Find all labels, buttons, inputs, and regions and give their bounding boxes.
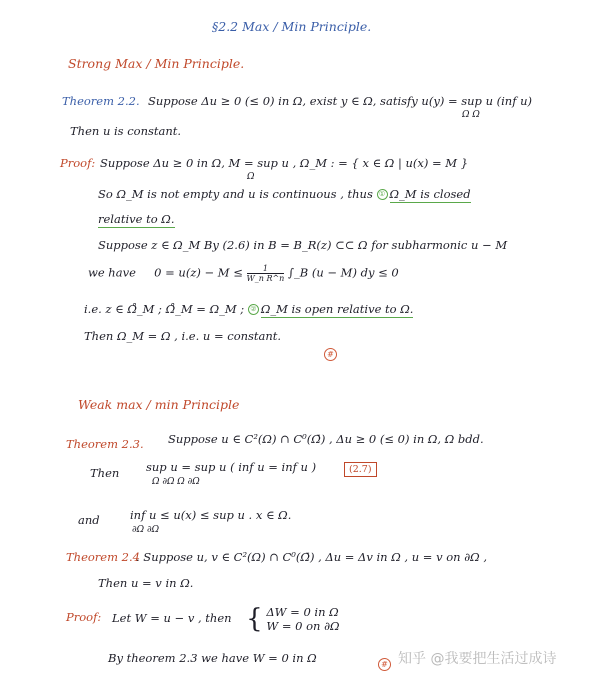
- end-proof-stamp-1: #: [324, 348, 337, 361]
- proof-label-weak: Proof:: [66, 610, 102, 624]
- fraction-bottom: W_n R^n: [246, 274, 285, 283]
- proof-line-2: [98, 187, 471, 201]
- system-equations: [266, 605, 339, 633]
- theorem-2-2-sub: Ω Ω: [462, 110, 480, 120]
- strong-heading: Strong Max / Min Principle.: [68, 56, 245, 71]
- relative-to-omega: relative to Ω.: [98, 212, 175, 226]
- inequality-2-7-sub: ∂Ω ∂Ω: [132, 525, 160, 535]
- let-w-statement: Let W = u − v , then: [112, 611, 232, 625]
- fraction-top: 1: [247, 264, 285, 274]
- then-label: Then: [90, 466, 120, 480]
- we-have-label: we have: [88, 265, 136, 280]
- theorem-2-2-text: Suppose Δu ≥ 0 (≤ 0) in Ω, exist y ∈ Ω, satisfy u(y) = sup u (inf u): [148, 94, 533, 108]
- inequality-2-7: inf u ≤ u(x) ≤ sup u . x ∈ Ω.: [130, 508, 292, 522]
- proof-line-2-text: So Ω_M is not empty and u is continuous , thus: [98, 187, 373, 201]
- system-brace: {: [246, 604, 263, 634]
- equation-tag: [344, 461, 377, 477]
- proof-line-7: Then Ω_M = Ω , i.e. u = constant.: [84, 329, 282, 343]
- end-proof-stamp-2: #: [378, 658, 391, 671]
- equation-2-7: sup u = sup u ( inf u = inf u ): [146, 460, 317, 474]
- theorem-2-3-label: Theorem 2.3.: [66, 437, 144, 451]
- page-title: §2.2 Max / Min Principle.: [212, 19, 372, 34]
- proof-line-5: [88, 264, 399, 283]
- proof-line-1: Suppose Δu ≥ 0 in Ω, M = sup u , Ω_M : = { x ∈ Ω | u(x) = M }: [100, 156, 469, 170]
- proof-line-4: Suppose z ∈ Ω_M By (2.6) in B = B_R(z) ⊂⊂ Ω for subharmonic u − M: [98, 238, 508, 252]
- inequality-lhs: 0 = u(z) − M ≤: [154, 265, 243, 280]
- and-label: and: [78, 513, 100, 527]
- fraction: [247, 264, 285, 283]
- proof-line-1-sub: Ω: [247, 172, 255, 182]
- equation-2-7-sub: Ω ∂Ω Ω ∂Ω: [152, 477, 200, 487]
- circle-one-mark: ①: [377, 189, 388, 200]
- integral-term: ∫_B (u − M) dy ≤ 0: [287, 265, 399, 280]
- theorem-2-2-label: Theorem 2.2.: [62, 94, 140, 108]
- interior-statement: i.e. z ∈ Ω̊_M ; Ω̊_M = Ω_M ;: [84, 302, 245, 316]
- theorem-2-4-conclusion: Then u = v in Ω.: [98, 576, 194, 590]
- weak-heading: Weak max / min Principle: [78, 397, 240, 412]
- equation-tag-box: (2.7): [344, 462, 377, 477]
- final-line: By theorem 2.3 we have W = 0 in Ω: [108, 651, 317, 665]
- proof-weak-text: [112, 605, 340, 633]
- proof-label-strong: Proof:: [60, 156, 96, 170]
- theorem-2-3-text: Suppose u ∈ C²(Ω) ∩ C⁰(Ω̄) , Δu ≥ 0 (≤ 0) in Ω, Ω bdd.: [168, 432, 484, 446]
- watermark: 知乎 @我要把生活过成诗: [398, 651, 557, 667]
- closed-claim: Ω_M is closed: [389, 187, 471, 201]
- circle-two-mark: ②: [248, 304, 259, 315]
- theorem-2-4-text: . Suppose u, v ∈ C²(Ω) ∩ C⁰(Ω̄) , Δu = Δv in Ω , u = v on ∂Ω ,: [136, 550, 488, 564]
- open-claim: Ω_M is open relative to Ω.: [260, 302, 414, 316]
- proof-line-6: [84, 302, 413, 316]
- system-eq-2: W = 0 on ∂Ω: [266, 619, 340, 633]
- system-eq-1: ΔW = 0 in Ω: [266, 605, 339, 619]
- proof-line-3: [98, 212, 175, 226]
- theorem-2-4-label: Theorem 2.4: [66, 550, 140, 564]
- theorem-2-2-conclusion: Then u is constant.: [70, 124, 182, 138]
